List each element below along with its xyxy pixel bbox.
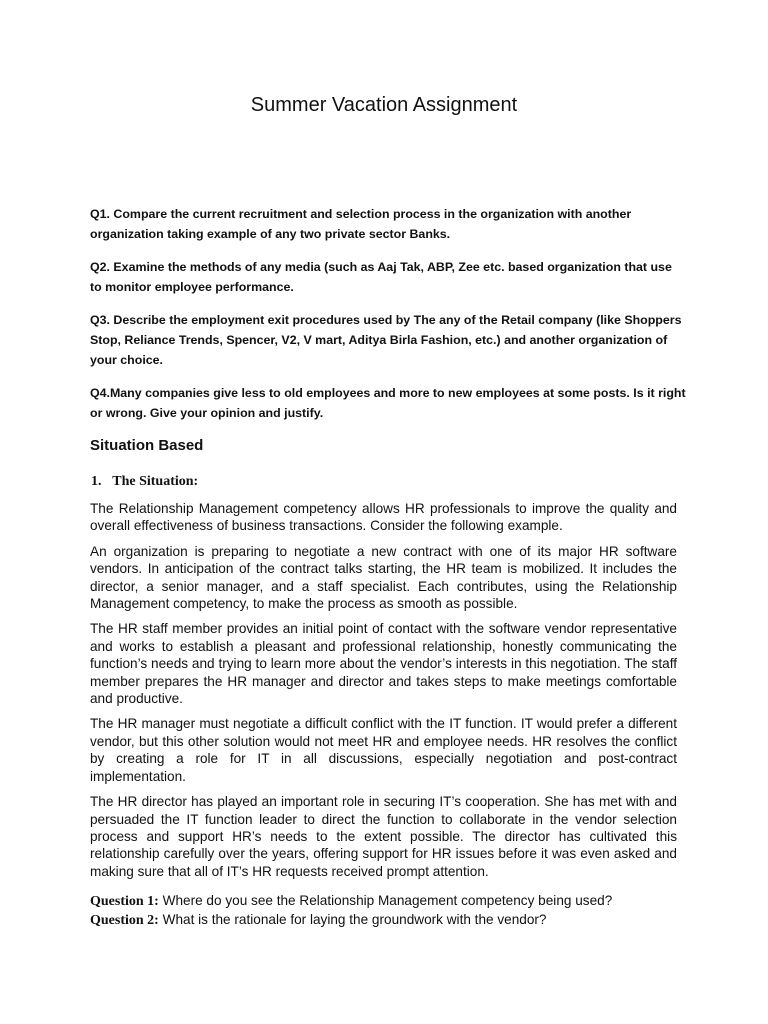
question-label: Question 1: bbox=[90, 894, 159, 909]
situation-question-2 bbox=[90, 911, 690, 930]
question-text: What is the rationale for laying the groundwork with the vendor? bbox=[158, 912, 547, 927]
document-title: Summer Vacation Assignment bbox=[250, 94, 518, 116]
question-list bbox=[90, 204, 686, 436]
question-q4: Q4.Many companies give less to old employees and more to new employees at some posts. Is it right or wrong. Give your opinion and justify. bbox=[90, 386, 686, 420]
situation-body bbox=[90, 500, 677, 888]
question-label: Question 2: bbox=[90, 913, 159, 928]
situation-questions bbox=[90, 892, 690, 930]
situation-question-1 bbox=[90, 892, 690, 911]
situation-paragraph: The HR staff member provides an initial point of contact with the software vendor representative and works to establish a pleasant and professional relationship, honestly communicating the function’s needs and trying to learn more about the vendor’s interests in this negotiation. The staff member prepares the HR manager and director and takes steps to make meetings comfortable and productive. bbox=[90, 621, 677, 707]
question-q1: Q1. Compare the current recruitment and selection process in the organization with another organization taking example of any two private sector Banks. bbox=[90, 207, 632, 241]
situation-paragraph: The Relationship Management competency allows HR professionals to improve the quality and overall effectiveness of business transactions. Consider the following example. bbox=[90, 501, 677, 534]
question-text: Where do you see the Relationship Management competency being used? bbox=[158, 893, 613, 908]
situation-heading bbox=[91, 474, 198, 490]
situation-paragraph: An organization is preparing to negotiate a new contract with one of its major HR software vendors. In anticipation of the contract talks starting, the HR team is mobilized. It includes the director, a senior manager, and a staff specialist. Each contributes, using the Relationship Management competency, to make the process as smooth as possible. bbox=[90, 543, 677, 612]
situation-title: The Situation: bbox=[112, 474, 199, 489]
situation-number: 1. bbox=[91, 474, 102, 489]
question-q3: Q3. Describe the employment exit procedures used by The any of the Retail company (like Shoppers Stop, Reliance Trends, Spencer, V2, V mart, Aditya Birla Fashion, etc.) and another organization of your choice. bbox=[90, 313, 682, 367]
section-heading: Situation Based bbox=[90, 437, 204, 454]
question-q2: Q2. Examine the methods of any media (such as Aaj Tak, ABP, Zee etc. based organization that use to monitor employee performance. bbox=[90, 260, 672, 294]
situation-paragraph: The HR director has played an important role in securing IT’s cooperation. She has met with and persuaded the IT function leader to direct the function to collaborate in the vendor selection process and support HR’s needs to the extent possible. The director has cultivated this relationship carefully over the years, offering support for HR issues before it was even asked and making sure that all of IT’s HR requests received prompt attention. bbox=[90, 794, 677, 879]
situation-paragraph: The HR manager must negotiate a difficult conflict with the IT function. IT would prefer a different vendor, but this other solution would not meet HR and employee needs. HR resolves the conflict by creating a role for IT in all discussions, especially negotiation and post-contract implementation. bbox=[90, 716, 677, 784]
